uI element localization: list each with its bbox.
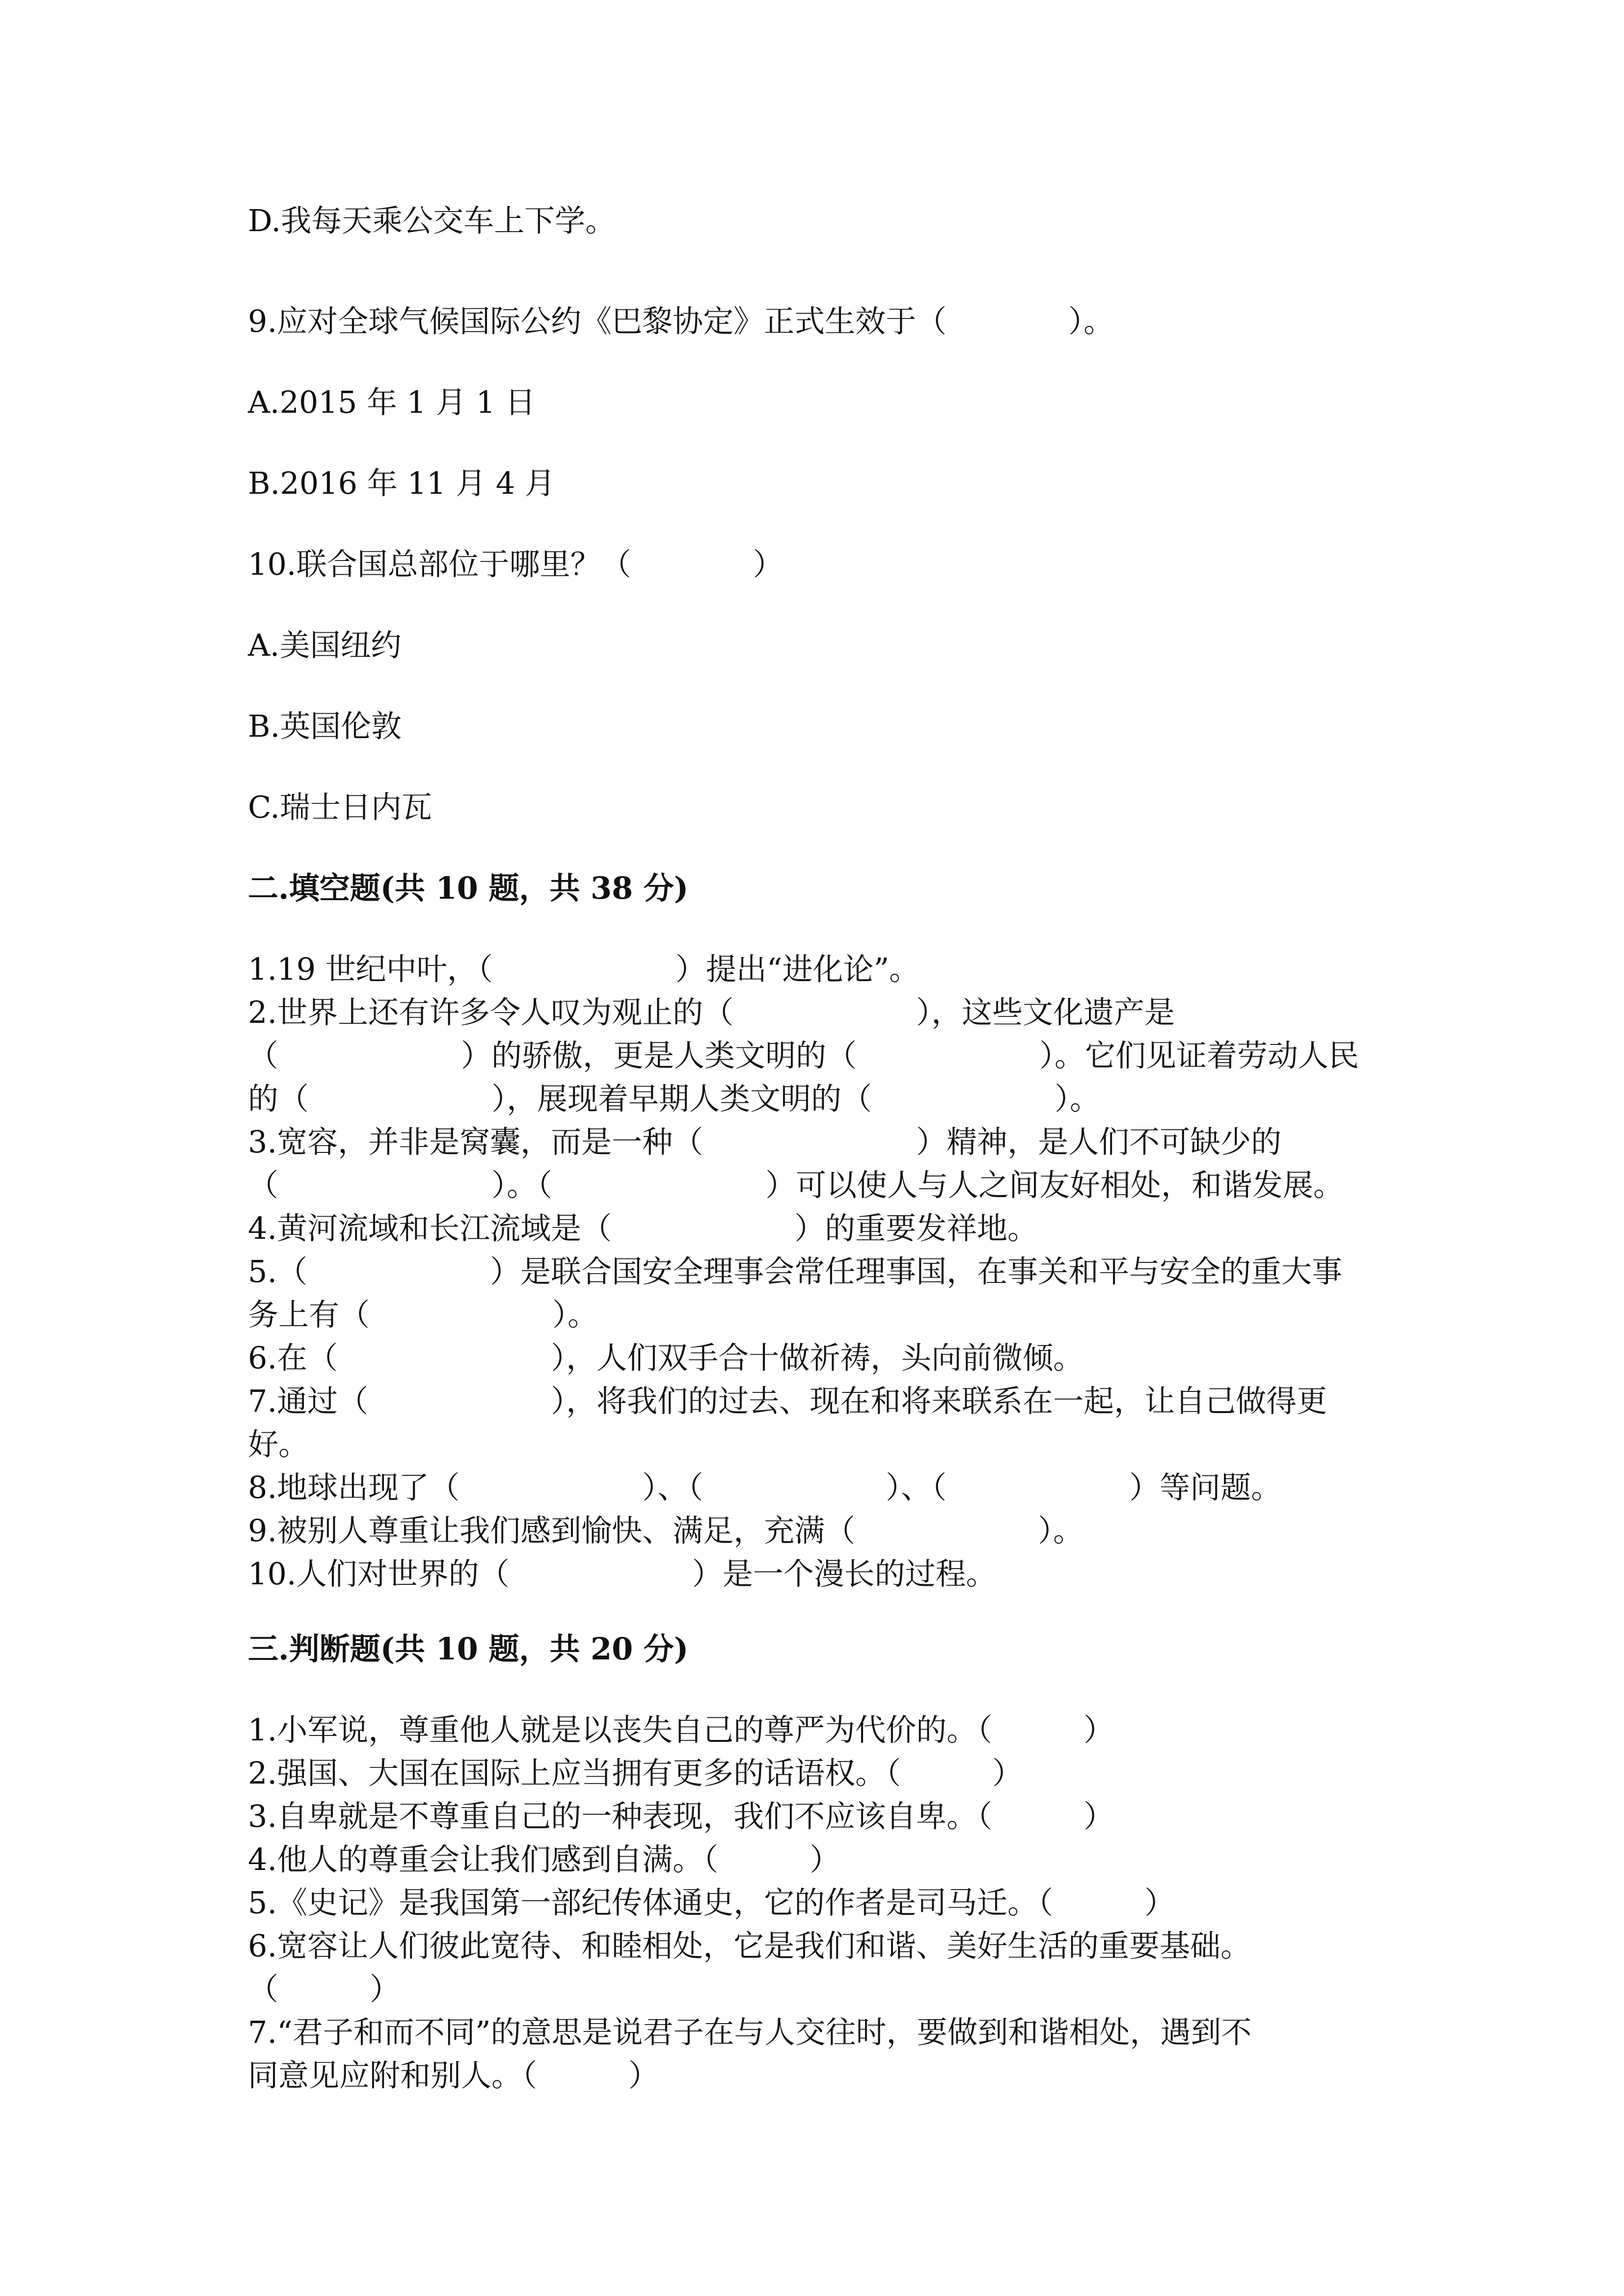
fill-line: 6.在（ ），人们双手合十做祈祷，头向前微倾。 — [248, 1340, 1084, 1376]
fill-line: 好。 — [248, 1426, 309, 1462]
q10-option-b: B.英国伦敦 — [248, 708, 402, 744]
judge-line: 5.《史记》是我国第一部纪传体通史，它的作者是司马迁。（ ） — [248, 1885, 1175, 1921]
fill-line: 3.宽容，并非是窝囊，而是一种（ ）精神，是人们不可缺少的 — [248, 1124, 1282, 1160]
q8-option-d: D.我每天乘公交车上下学。 — [248, 203, 616, 239]
q9-option-b: B.2016 年 11 月 4 月 — [248, 465, 555, 501]
q10-stem: 10.联合国总部位于哪里？（ ） — [248, 546, 784, 582]
judge-line: 4.他人的尊重会让我们感到自满。（ ） — [248, 1842, 840, 1877]
fill-line: 2.世界上还有许多令人叹为观止的（ ），这些文化遗产是 — [248, 994, 1175, 1030]
fill-line: 5.（ ）是联合国安全理事会常任理事国，在事关和平与安全的重大事 — [248, 1254, 1343, 1289]
fill-line: （ ）的骄傲，更是人类文明的（ ）。它们见证着劳动人民 — [248, 1038, 1359, 1073]
judge-line: 6.宽容让人们彼此宽待、和睦相处，它是我们和谐、美好生活的重要基础。 — [248, 1928, 1251, 1964]
section-heading-judge: 三.判断题(共 10 题，共 20 分) — [248, 1631, 689, 1667]
section-heading-fill: 二.填空题(共 10 题，共 38 分) — [248, 870, 689, 906]
q10-option-a: A.美国纽约 — [248, 627, 402, 663]
fill-line: 7.通过（ ），将我们的过去、现在和将来联系在一起，让自己做得更 — [248, 1383, 1327, 1419]
fill-line: 的（ ），展现着早期人类文明的（ ）。 — [248, 1081, 1101, 1117]
q9-option-a: A.2015 年 1 月 1 日 — [248, 384, 536, 420]
fill-line: 4.黄河流域和长江流域是（ ）的重要发祥地。 — [248, 1210, 1038, 1246]
q9-stem: 9.应对全球气候国际公约《巴黎协定》正式生效于（ ）。 — [248, 303, 1114, 339]
judge-line: 2.强国、大国在国际上应当拥有更多的话语权。（ ） — [248, 1755, 1023, 1791]
judge-line: （ ） — [248, 1971, 401, 2007]
judge-line: 7.“君子和而不同”的意思是说君子在与人交往时，要做到和谐相处，遇到不 — [248, 2014, 1252, 2050]
fill-line: 8.地球出现了（ ）、（ ）、（ ）等问题。 — [248, 1469, 1282, 1505]
judge-line: 同意见应附和别人。（ ） — [248, 2057, 659, 2093]
fill-line: 10.人们对世界的（ ）是一个漫长的过程。 — [248, 1556, 997, 1592]
fill-line: （ ）。（ ）可以使人与人之间友好相处，和谐发展。 — [248, 1167, 1344, 1203]
judge-line: 3.自卑就是不尊重自己的一种表现，我们不应该自卑。（ ） — [248, 1798, 1114, 1834]
q10-option-c: C.瑞士日内瓦 — [248, 789, 432, 825]
judge-line: 1.小军说，尊重他人就是以丧失自己的尊严为代价的。（ ） — [248, 1712, 1114, 1748]
fill-line: 9.被别人尊重让我们感到愉快、满足，充满（ ）。 — [248, 1513, 1084, 1548]
fill-line: 务上有（ ）。 — [248, 1297, 598, 1333]
fill-line: 1.19 世纪中叶，（ ）提出“进化论”。 — [248, 951, 920, 987]
